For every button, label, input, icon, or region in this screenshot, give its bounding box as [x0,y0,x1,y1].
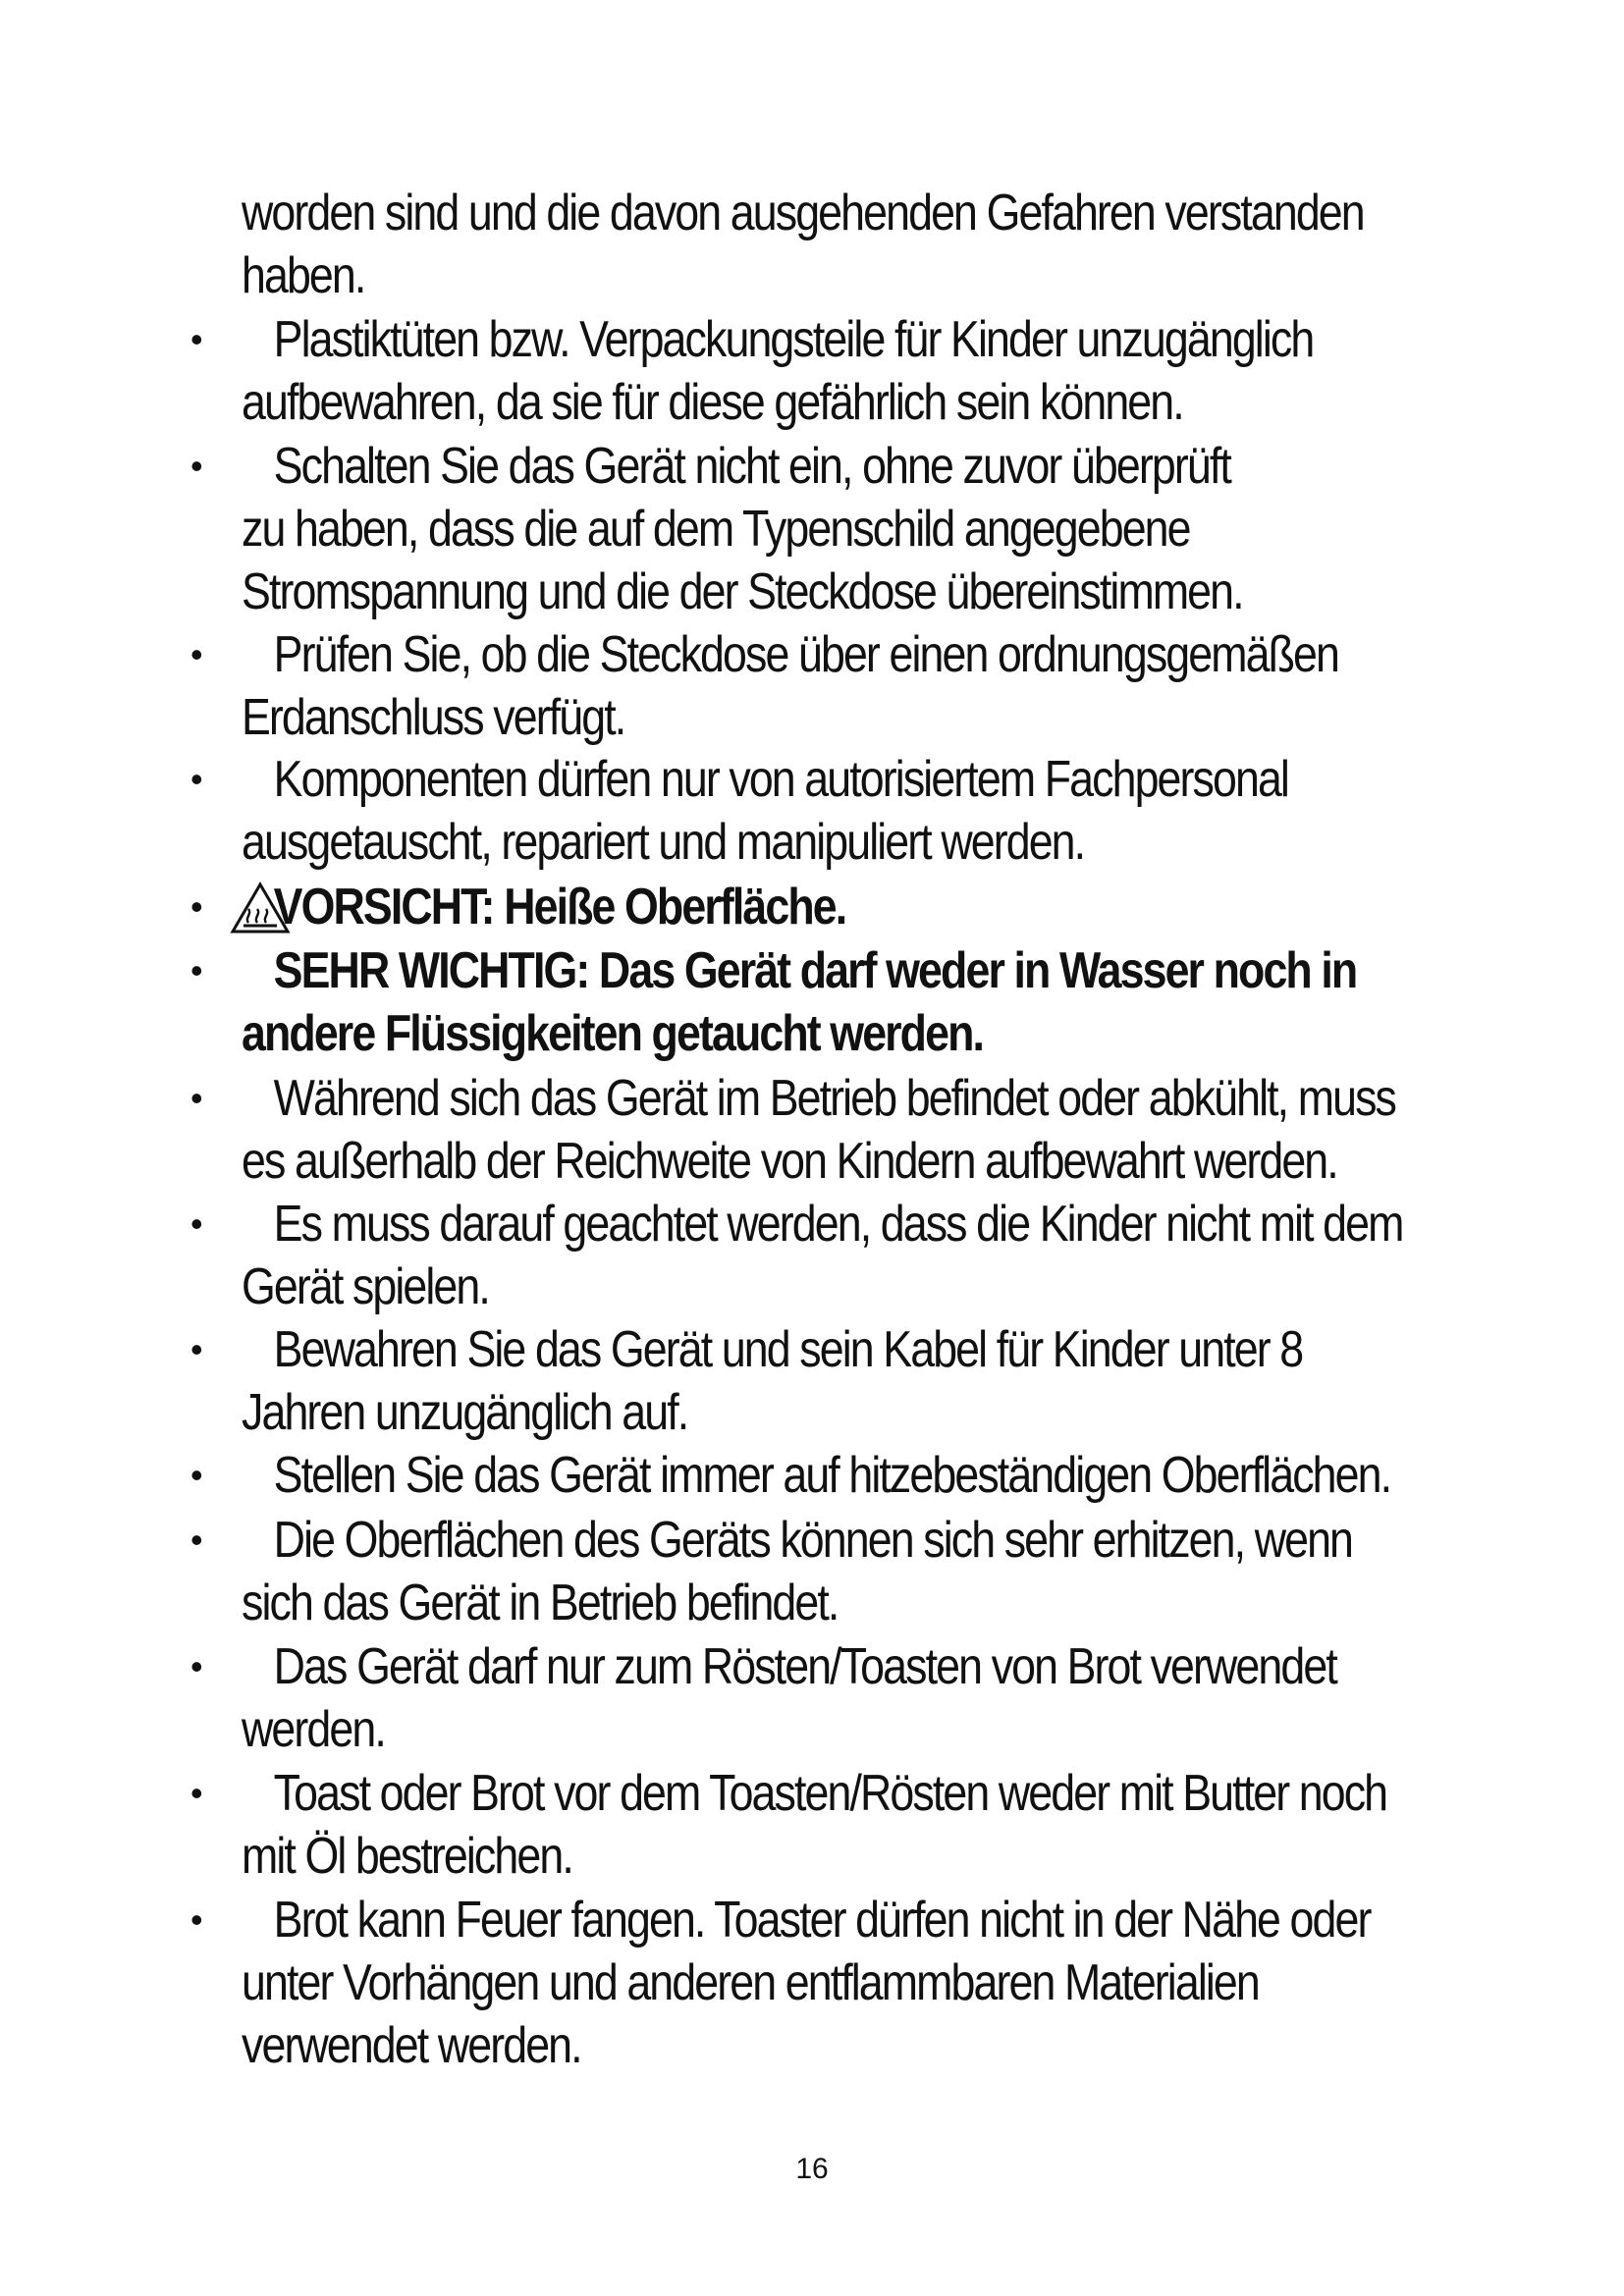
list-item-warning [190,876,1557,938]
text-line: zu haben, dass die auf dem Typenschild angegebene [242,501,1190,558]
page-number: 16 [795,2153,829,2185]
list-item [190,1889,1557,2077]
text-line: Die Oberflächen des Geräts können sich sehr erhitzen, wenn [273,1512,1353,1569]
text-line: worden sind und die davon ausgehenden Gefahren verstanden [242,185,1364,241]
list-item [190,1635,1557,1761]
list-item [190,1318,1557,1444]
text-line: ausgetauscht, repariert und manipuliert werden. [242,814,1085,871]
bullet: • [190,1520,201,1560]
text-line: werden. [242,1701,385,1758]
text-line: sich das Gerät in Betrieb befindet. [242,1575,839,1631]
text-line: Jahren unzugänglich auf. [242,1384,688,1441]
bullet: • [190,1203,201,1244]
text-line: Während sich das Gerät im Betrieb befindet oder abkühlt, muss [273,1070,1396,1127]
text-line: Stellen Sie das Gerät immer auf hitzebeständigen Oberflächen. [273,1447,1391,1504]
text-line: Komponenten dürfen nur von autorisiertem Fachpersonal [273,751,1288,808]
list-item [190,623,1557,749]
list-item [190,435,1557,623]
list-item [190,1509,1557,1634]
text-line: haben. [242,247,365,304]
bullet: • [190,1899,201,1940]
text-line: aufbewahren, da sie für diese gefährlich sein können. [242,374,1183,431]
list-item [190,1444,1557,1507]
list-item-important [190,939,1557,1065]
bullet: • [190,1329,201,1369]
text-line: verwendet werden. [242,2017,581,2074]
text-line: Prüfen Sie, ob die Steckdose über einen ordnungsgemäßen [273,626,1338,683]
bullet: • [190,634,201,674]
bullet: • [190,1646,201,1686]
text-line: Das Gerät darf nur zum Rösten/Toasten von Brot verwendet [273,1638,1336,1695]
text-line: es außerhalb der Reichweite von Kindern aufbewahrt werden. [242,1133,1337,1190]
text-line: Schalten Sie das Gerät nicht ein, ohne zuvor überprüft [273,438,1230,495]
list-item [190,1067,1557,1193]
bullet: • [190,950,201,990]
list-item [190,1762,1557,1888]
bullet: • [190,886,201,927]
text-line: Brot kann Feuer fangen. Toaster dürfen nicht in der Nähe oder [273,1892,1371,1949]
text-line: andere Flüssigkeiten getaucht werden. [242,1005,984,1062]
text-line: mit Öl bestreichen. [242,1828,572,1885]
text-line: unter Vorhängen und anderen entflammbaren Materialien [242,1954,1259,2011]
list-item [190,308,1557,434]
warning-text: VORSICHT: Heiße Oberfläche. [273,879,846,935]
text-line: Stromspannung und die der Steckdose übereinstimmen. [242,563,1243,620]
bullet: • [190,446,201,486]
bullet: • [190,319,201,359]
continuation-paragraph [242,182,1364,307]
text-line: Gerät spielen. [242,1258,489,1315]
bullet: • [190,1078,201,1118]
list-item [190,748,1557,874]
text-line: SEHR WICHTIG: Das Gerät darf weder in Wasser noch in [273,942,1357,999]
text-line: Bewahren Sie das Gerät und sein Kabel für Kinder unter 8 [273,1321,1303,1378]
text-line: Es muss darauf geachtet werden, dass die Kinder nicht mit dem [273,1196,1403,1253]
text-line: Plastiktüten bzw. Verpackungsteile für Kinder unzugänglich [273,311,1314,368]
text-line: Erdanschluss verfügt. [242,689,625,746]
bullet: • [190,1773,201,1813]
bullet: • [190,759,201,799]
bullet: • [190,1455,201,1495]
text-line: Toast oder Brot vor dem Toasten/Rösten weder mit Butter noch [273,1765,1387,1822]
list-item [190,1193,1557,1318]
